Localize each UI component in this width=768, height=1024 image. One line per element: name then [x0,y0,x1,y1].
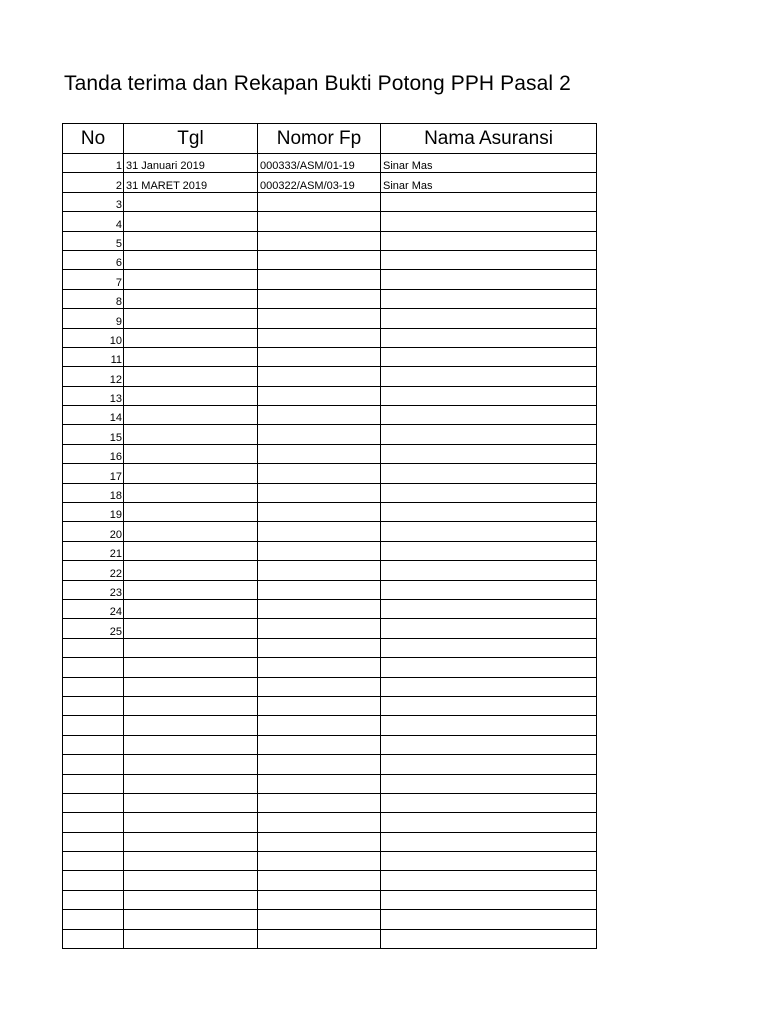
cell-no [63,774,124,793]
table-row [63,677,597,696]
cell-nomor-fp [258,619,381,638]
cell-tgl [124,425,258,444]
cell-no: 5 [63,231,124,250]
cell-no [63,871,124,890]
cell-nama-asuransi [381,832,597,851]
cell-nama-asuransi [381,716,597,735]
cell-no: 6 [63,250,124,269]
cell-nomor-fp [258,212,381,231]
cell-nomor-fp [258,580,381,599]
cell-nomor-fp [258,270,381,289]
cell-tgl [124,522,258,541]
cell-tgl [124,483,258,502]
cell-no [63,755,124,774]
cell-nama-asuransi [381,270,597,289]
cell-nama-asuransi [381,464,597,483]
cell-no: 14 [63,406,124,425]
cell-nomor-fp [258,444,381,463]
cell-nama-asuransi [381,696,597,715]
cell-no [63,910,124,929]
cell-tgl [124,813,258,832]
table-row [63,561,597,580]
cell-tgl [124,793,258,812]
cell-nomor-fp [258,929,381,948]
cell-no [63,677,124,696]
table-body [63,154,597,949]
cell-tgl [124,347,258,366]
cell-nomor-fp [258,852,381,871]
table-row [63,406,597,425]
cell-no: 16 [63,444,124,463]
cell-tgl [124,619,258,638]
cell-nomor-fp [258,696,381,715]
cell-nama-asuransi [381,755,597,774]
cell-tgl [124,832,258,851]
table-row [63,173,597,192]
table-row [63,638,597,657]
cell-no: 7 [63,270,124,289]
header-tgl: Tgl [124,124,258,154]
cell-nomor-fp [258,483,381,502]
cell-nama-asuransi [381,619,597,638]
table-row [63,599,597,618]
cell-nomor-fp [258,774,381,793]
cell-nama-asuransi [381,250,597,269]
cell-nama-asuransi [381,483,597,502]
document-title: Tanda terima dan Rekapan Bukti Potong PPH Pasal 2 [64,72,571,95]
cell-no: 3 [63,192,124,211]
cell-nomor-fp [258,638,381,657]
cell-nama-asuransi [381,658,597,677]
cell-tgl [124,890,258,909]
table-row [63,755,597,774]
cell-tgl [124,289,258,308]
cell-tgl [124,561,258,580]
cell-tgl [124,929,258,948]
cell-no: 2 [63,173,124,192]
cell-tgl [124,503,258,522]
cell-nomor-fp [258,503,381,522]
cell-nama-asuransi [381,638,597,657]
cell-no [63,890,124,909]
table-row [63,716,597,735]
cell-no [63,929,124,948]
cell-no [63,716,124,735]
cell-tgl [124,755,258,774]
cell-nama-asuransi [381,192,597,211]
cell-nama-asuransi [381,852,597,871]
cell-tgl [124,677,258,696]
cell-no: 9 [63,309,124,328]
cell-tgl [124,871,258,890]
table-row [63,580,597,599]
cell-nomor-fp [258,289,381,308]
cell-nama-asuransi [381,793,597,812]
cell-nama-asuransi [381,677,597,696]
table-row [63,328,597,347]
cell-no [63,793,124,812]
cell-nomor-fp [258,367,381,386]
cell-nomor-fp [258,231,381,250]
cell-nomor-fp [258,328,381,347]
table-row [63,696,597,715]
table-row [63,231,597,250]
table-row [63,367,597,386]
cell-tgl [124,367,258,386]
header-nama-asuransi: Nama Asuransi [381,124,597,154]
table-row [63,192,597,211]
cell-no: 11 [63,347,124,366]
cell-no [63,735,124,754]
table-row [63,910,597,929]
cell-tgl [124,328,258,347]
table-row [63,212,597,231]
cell-nama-asuransi [381,580,597,599]
cell-nama-asuransi [381,541,597,560]
cell-no: 8 [63,289,124,308]
cell-no: 15 [63,425,124,444]
cell-nama-asuransi [381,735,597,754]
cell-no: 4 [63,212,124,231]
cell-nama-asuransi [381,871,597,890]
table-row [63,890,597,909]
cell-nomor-fp [258,250,381,269]
cell-nama-asuransi [381,231,597,250]
cell-tgl [124,910,258,929]
cell-tgl [124,406,258,425]
cell-tgl [124,716,258,735]
table-row [63,270,597,289]
cell-nama-asuransi [381,890,597,909]
cell-nomor-fp [258,890,381,909]
cell-tgl [124,599,258,618]
cell-nomor-fp [258,677,381,696]
cell-no [63,658,124,677]
cell-no [63,852,124,871]
cell-nomor-fp [258,541,381,560]
cell-tgl [124,464,258,483]
table-row [63,309,597,328]
table-row [63,444,597,463]
cell-nama-asuransi [381,406,597,425]
cell-nama-asuransi [381,309,597,328]
cell-nama-asuransi [381,503,597,522]
cell-nama-asuransi [381,347,597,366]
cell-nama-asuransi [381,813,597,832]
cell-nama-asuransi [381,367,597,386]
cell-nomor-fp [258,716,381,735]
cell-no: 23 [63,580,124,599]
cell-nomor-fp [258,386,381,405]
cell-tgl: 31 Januari 2019 [124,154,258,173]
cell-nomor-fp [258,599,381,618]
cell-nama-asuransi [381,289,597,308]
table-row [63,929,597,948]
cell-nama-asuransi [381,599,597,618]
cell-no: 21 [63,541,124,560]
cell-nama-asuransi [381,212,597,231]
cell-tgl: 31 MARET 2019 [124,173,258,192]
cell-nomor-fp [258,464,381,483]
table-row [63,154,597,173]
cell-nomor-fp [258,347,381,366]
table-row [63,832,597,851]
table-row [63,735,597,754]
cell-nomor-fp [258,910,381,929]
cell-no: 17 [63,464,124,483]
table-row [63,522,597,541]
cell-no: 1 [63,154,124,173]
cell-nomor-fp [258,425,381,444]
cell-nomor-fp [258,832,381,851]
cell-tgl [124,735,258,754]
table-row [63,425,597,444]
cell-no: 18 [63,483,124,502]
cell-nomor-fp [258,813,381,832]
cell-tgl [124,541,258,560]
cell-tgl [124,774,258,793]
table-row [63,774,597,793]
cell-nama-asuransi [381,328,597,347]
table-row [63,503,597,522]
cell-nama-asuransi: Sinar Mas [381,173,597,192]
cell-nomor-fp [258,755,381,774]
cell-no [63,638,124,657]
cell-no: 12 [63,367,124,386]
cell-nomor-fp [258,522,381,541]
cell-nama-asuransi: Sinar Mas [381,154,597,173]
cell-nomor-fp: 000333/ASM/01-19 [258,154,381,173]
cell-nomor-fp [258,735,381,754]
cell-no [63,832,124,851]
cell-no [63,696,124,715]
cell-no: 10 [63,328,124,347]
cell-tgl [124,250,258,269]
cell-tgl [124,192,258,211]
cell-no: 24 [63,599,124,618]
table-row [63,386,597,405]
table-row [63,793,597,812]
cell-nama-asuransi [381,425,597,444]
cell-tgl [124,444,258,463]
cell-nomor-fp: 000322/ASM/03-19 [258,173,381,192]
cell-nama-asuransi [381,386,597,405]
table-row [63,483,597,502]
cell-tgl [124,309,258,328]
cell-no [63,813,124,832]
table-header [63,124,597,154]
table-row [63,813,597,832]
header-nomor-fp: Nomor Fp [258,124,381,154]
cell-tgl [124,852,258,871]
header-row [63,124,597,154]
recap-table [62,123,597,949]
table-row [63,871,597,890]
cell-nama-asuransi [381,774,597,793]
cell-nomor-fp [258,658,381,677]
cell-tgl [124,696,258,715]
cell-nama-asuransi [381,929,597,948]
cell-nomor-fp [258,793,381,812]
cell-nomor-fp [258,561,381,580]
cell-nomor-fp [258,871,381,890]
table-row [63,250,597,269]
cell-nama-asuransi [381,561,597,580]
cell-no: 19 [63,503,124,522]
table-row [63,852,597,871]
cell-nama-asuransi [381,910,597,929]
cell-tgl [124,270,258,289]
cell-no: 13 [63,386,124,405]
table-row [63,619,597,638]
cell-nomor-fp [258,309,381,328]
table-row [63,658,597,677]
cell-no: 25 [63,619,124,638]
cell-nomor-fp [258,192,381,211]
cell-no: 22 [63,561,124,580]
cell-nama-asuransi [381,444,597,463]
table-row [63,347,597,366]
cell-tgl [124,386,258,405]
cell-nomor-fp [258,406,381,425]
cell-nama-asuransi [381,522,597,541]
cell-no: 20 [63,522,124,541]
cell-tgl [124,580,258,599]
table-row [63,289,597,308]
cell-tgl [124,212,258,231]
cell-tgl [124,638,258,657]
table-row [63,541,597,560]
header-no: No [63,124,124,154]
table-row [63,464,597,483]
cell-tgl [124,231,258,250]
cell-tgl [124,658,258,677]
